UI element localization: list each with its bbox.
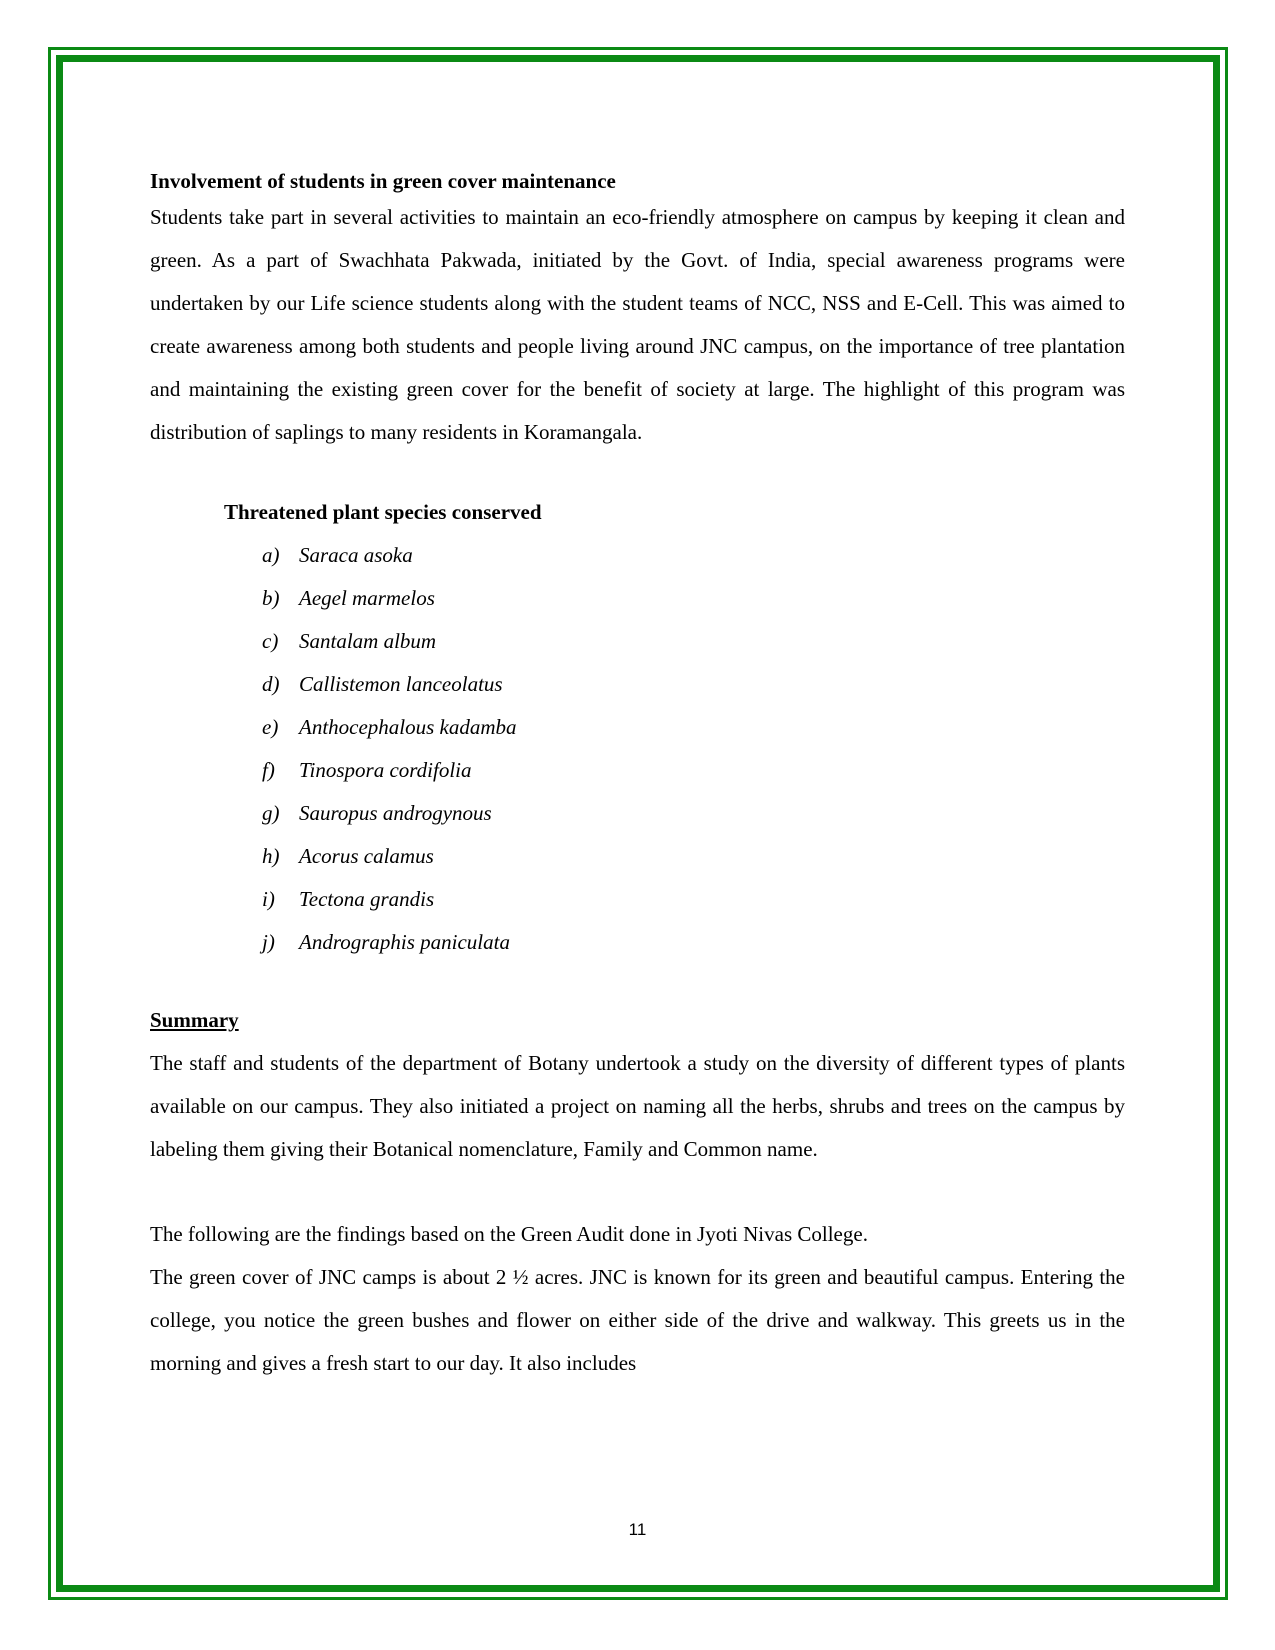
species-item bbox=[262, 534, 1125, 577]
species-list bbox=[150, 534, 1125, 964]
species-item bbox=[262, 749, 1125, 792]
species-name: Andrographis paniculata bbox=[299, 930, 510, 954]
species-name: Santalam album bbox=[299, 629, 437, 653]
paragraph-students-involvement: Students take part in several activities to maintain an eco-friendly atmosphere on campus by keeping it clean and green. As a part of Swachhata Pakwada, initiated by the Govt. of India, special awareness programs were undertaken by our Life science students along with the student teams of NCC, NSS and E-Cell. This was aimed to create awareness among both students and people living around JNC campus, on the importance of tree plantation and maintaining the existing green cover for the benefit of society at large. The highlight of this program was distribution of saplings to many residents in Koramangala. bbox=[150, 205, 1125, 444]
species-item bbox=[262, 835, 1125, 878]
list-marker: e) bbox=[262, 715, 279, 739]
list-marker: f) bbox=[262, 758, 275, 782]
page-content bbox=[150, 166, 1125, 1385]
summary-heading: Summary bbox=[150, 1008, 239, 1032]
species-item bbox=[262, 577, 1125, 620]
species-item bbox=[262, 706, 1125, 749]
list-marker: a) bbox=[262, 543, 280, 567]
species-heading: Threatened plant species conserved bbox=[224, 500, 542, 524]
species-name: Tectona grandis bbox=[299, 887, 435, 911]
species-item bbox=[262, 792, 1125, 835]
section-heading-students: Involvement of students in green cover maintenance bbox=[150, 169, 616, 193]
list-marker: h) bbox=[262, 844, 280, 868]
species-name: Anthocephalous kadamba bbox=[299, 715, 517, 739]
species-name: Sauropus androgynous bbox=[299, 801, 492, 825]
species-name: Saraca asoka bbox=[299, 543, 413, 567]
species-item bbox=[262, 878, 1125, 921]
list-marker: c) bbox=[262, 629, 279, 653]
list-marker: j) bbox=[262, 930, 275, 954]
list-marker: i) bbox=[262, 887, 275, 911]
species-item bbox=[262, 663, 1125, 706]
species-item bbox=[262, 620, 1125, 663]
list-marker: g) bbox=[262, 801, 280, 825]
species-name: Aegel marmelos bbox=[299, 586, 435, 610]
species-item bbox=[262, 921, 1125, 964]
page-number: 11 bbox=[628, 1520, 647, 1539]
list-marker: d) bbox=[262, 672, 280, 696]
species-name: Acorus calamus bbox=[299, 844, 434, 868]
list-marker: b) bbox=[262, 586, 280, 610]
species-name: Tinospora cordifolia bbox=[299, 758, 472, 782]
species-name: Callistemon lanceolatus bbox=[299, 672, 503, 696]
paragraph-green-cover: The green cover of JNC camps is about 2 ½ acres. JNC is known for its green and beautiful campus. Entering the college, you notice the green bushes and flower on either side of the drive and walkway. This greets us in the morning and gives a fresh start to our day. It also includes bbox=[150, 1265, 1125, 1375]
paragraph-findings-intro: The following are the findings based on the Green Audit done in Jyoti Nivas College. bbox=[150, 1222, 868, 1246]
paragraph-summary-study: The staff and students of the department of Botany undertook a study on the diversity of different types of plants available on our campus. They also initiated a project on naming all the herbs, shrubs and trees on the campus by labeling them giving their Botanical nomenclature, Family and Common name. bbox=[150, 1051, 1125, 1161]
